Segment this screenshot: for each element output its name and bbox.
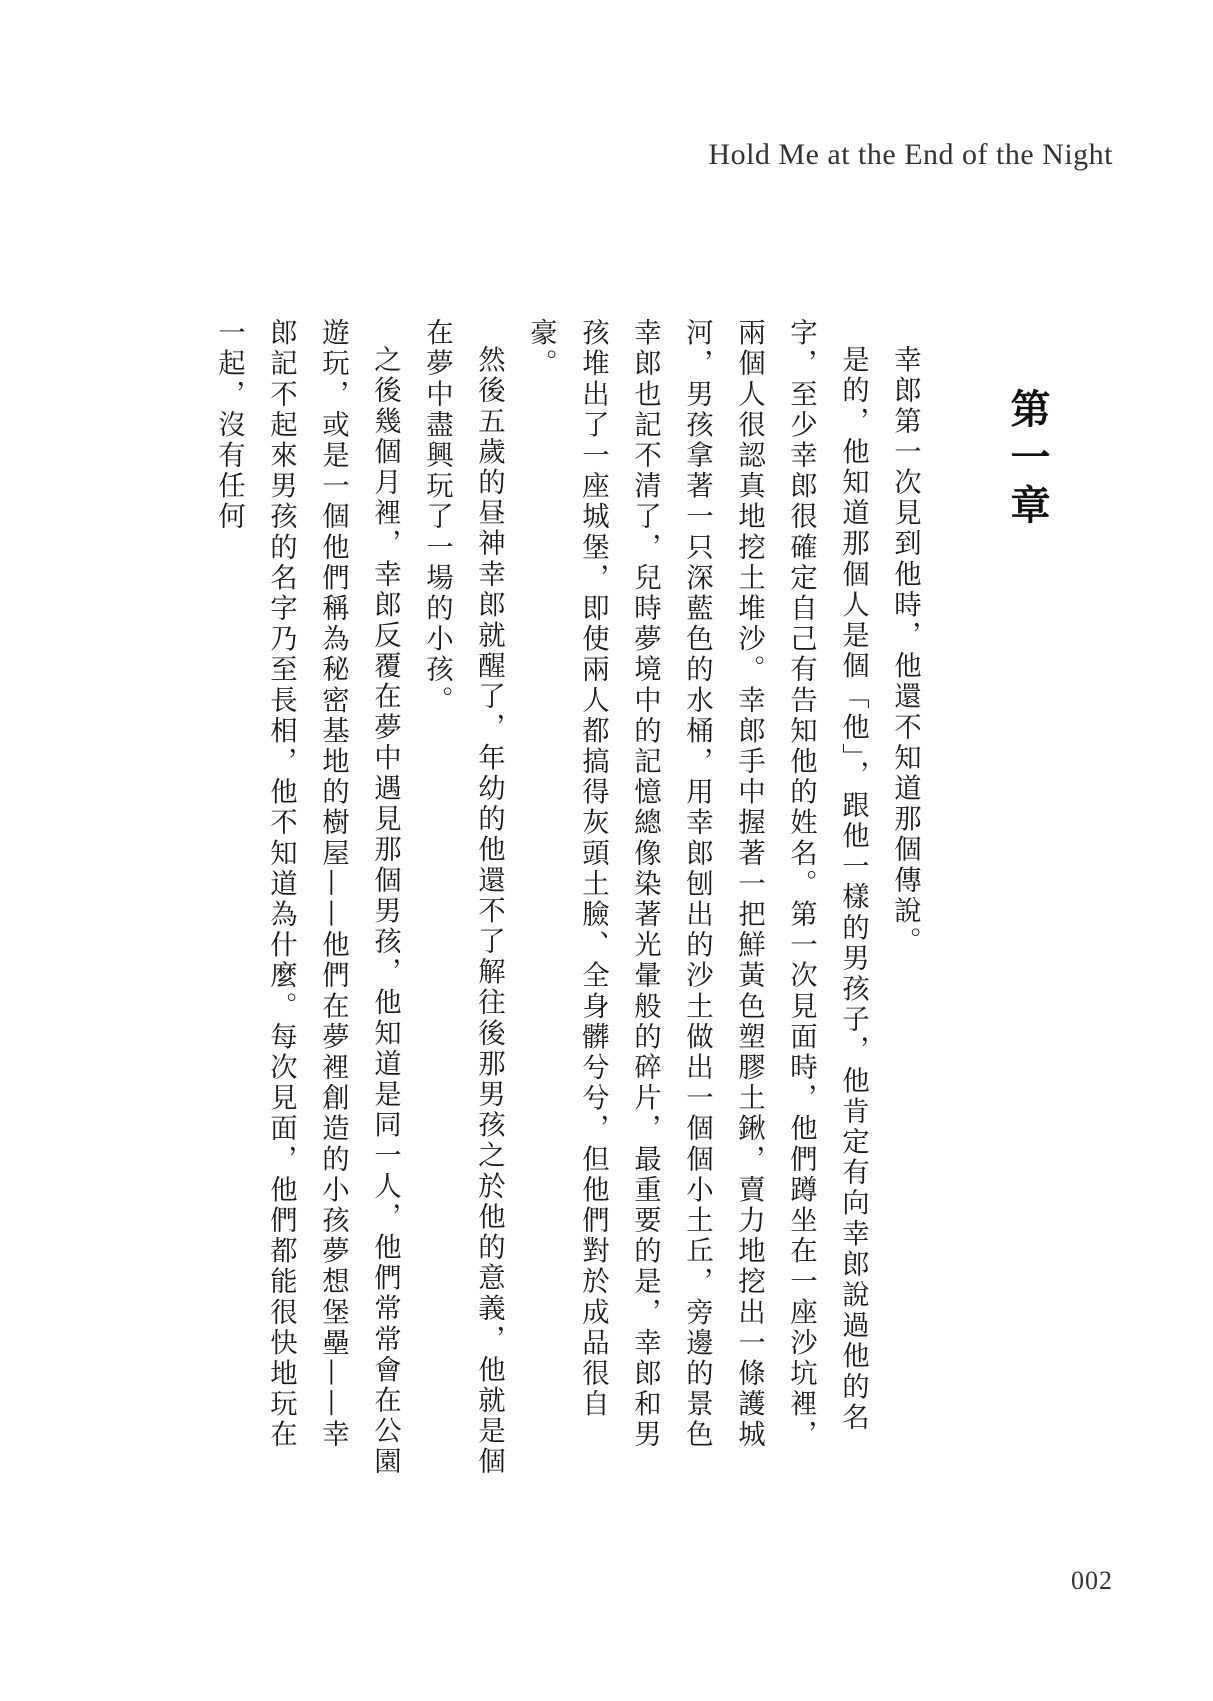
page-number: 002 [1071,1566,1113,1595]
running-header-book-title: Hold Me at the End of the Night [708,138,1113,171]
paragraph: 然後五歲的昼神幸郎就醒了，年幼的他還不了解往後那男孩之於他的意義，他就是個在夢中盡興玩了一場的小孩。 [421,318,504,1478]
paragraph: 是的，他知道那個人是個「他」，跟他一樣的男孩子，他肯定有向幸郎說過他的名字，至少幸郎很確定自己有告知他的姓名。第一次見面時，他們蹲坐在一座沙坑裡，兩個人很認真地挖土堆沙。幸郎手中握著一把鮮黃色塑膠土鍬，賣力地挖出一條護城河，男孩拿著一只深藍色的水桶，用幸郎刨出的沙土做出一個個小土丘，旁邊的景色幸郎也記不清了，兒時夢境中的記憶總像染著光暈般的碎片，最重要的是，幸郎和男孩堆出了一座城堡，即使兩人都搞得灰頭土臉、全身髒兮兮，但他們對於成品很自豪。 [525,318,868,1451]
body-text [213,318,930,1478]
paragraph: 幸郎第一次見到他時，他還不知道那個傳說。 [889,345,920,958]
paragraph: 之後幾個月裡，幸郎反覆在夢中遇見那個男孩，他知道是同一人，他們常常會在公園遊玩，或是一個他們稱為秘密基地的樹屋——他們在夢裡創造的小孩夢想堡壘——幸郎記不起來男孩的名字乃至長相，他不知道為什麼。每次見面，他們都能很快地玩在一起，沒有任何 [213,318,400,1478]
chapter-title: 第一章 [1004,388,1051,532]
